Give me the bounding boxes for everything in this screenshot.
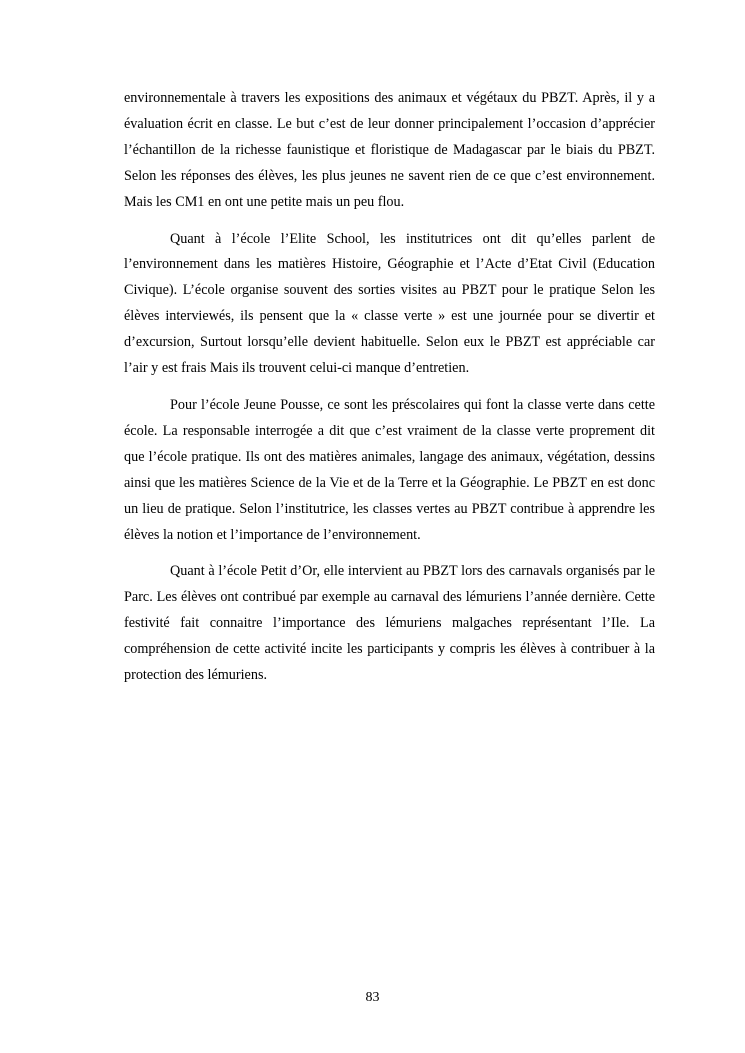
paragraph-3: Pour l’école Jeune Pousse, ce sont les préscolaires qui font la classe verte dans cette école. La responsable interrogée a dit que c’est vraiment de la classe verte proprement dit que l’école pratique. Ils ont des matières animales, langage des animaux, végétation, dessins ainsi que les matières Science de la Vie et de la Terre et la Géographie. Le PBZT en est donc un lieu de pratique. Selon l’institutrice, les classes vertes au PBZT contribue à apprendre les élèves la notion et l’importance de l’environnement. [124, 396, 655, 543]
page-number: 83 [365, 990, 380, 1005]
paragraph-4: Quant à l’école Petit d’Or, elle intervient au PBZT lors des carnavals organisés par le Parc. Les élèves ont contribué par exemple au carnaval des lémuriens l’année dernière. Cette festivité fait connaitre l’importance des lémuriens malgaches représentant l’Ile. La compréhension de cette activité incite les participants y compris les élèves à contribuer à la protection des lémuriens. [124, 563, 655, 684]
paragraph-2: Quant à l’école l’Elite School, les institutrices ont dit qu’elles parlent de l’environnement dans les matières Histoire, Géographie et l’Acte d’Etat Civil (Education Civique). L’école organise souvent des sorties visites au PBZT pour le pratique Selon les élèves interviewés, ils pensent que la « classe verte » est une journée pour se divertir et d’excursion, Surtout lorsqu’elle devient habituelle. Selon eux le PBZT est appréciable car l’air y est frais Mais ils trouvent celui-ci manque d’entretien. [124, 230, 655, 377]
paragraph-1: environnementale à travers les expositions des animaux et végétaux du PBZT. Après, il y a évaluation écrit en classe. Le but c’est de leur donner principalement l’occasion d’apprécier l’échantillon de la richesse faunistique et floristique de Madagascar par le biais du PBZT. Selon les réponses des élèves, les plus jeunes ne savent rien de ce que c’est environnement. Mais les CM1 en ont une petite mais un peu flou. [124, 90, 655, 210]
document-body [124, 86, 655, 700]
